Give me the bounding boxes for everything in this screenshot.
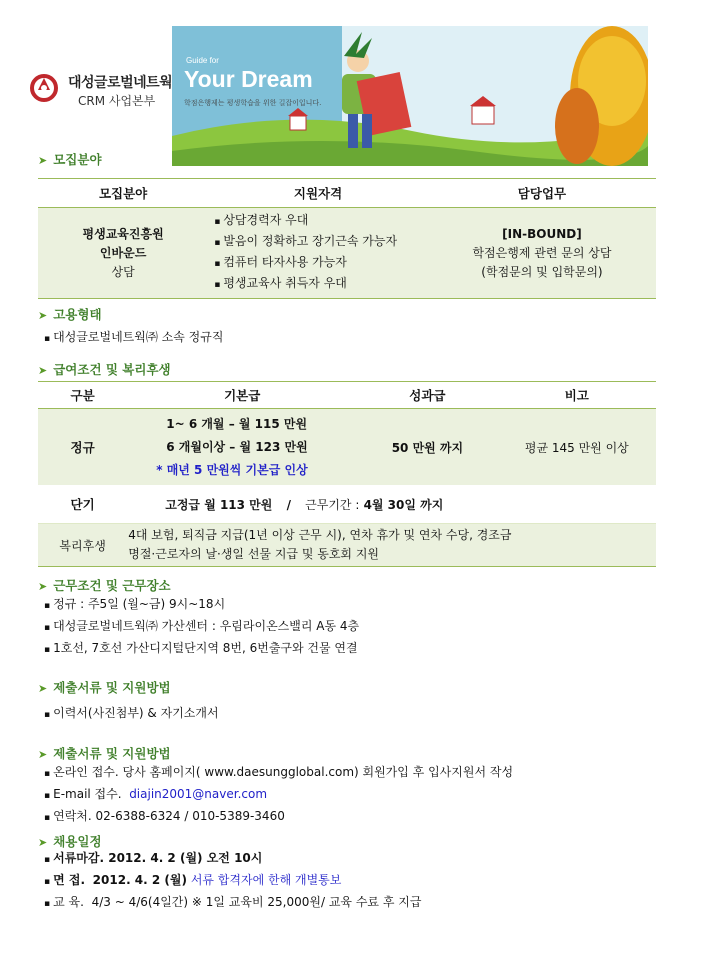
banner-tagline: 학점은행제는 평생학습을 위한 길잡이입니다. <box>184 99 322 107</box>
logo-name: 대성글로벌네트웍 <box>68 75 173 91</box>
salary-table <box>38 381 656 567</box>
table-header: 모집분야 <box>38 179 208 208</box>
banner-title: Your Dream <box>184 66 313 92</box>
list-item: ▪ 면 접. 2012. 4. 2 (월) 서류 합격자에 한해 개별통보 <box>44 873 342 887</box>
section-schedule-heading: ➤ 채용일정 <box>38 834 102 849</box>
salary-regular-bonus: 50 만원 까지 <box>357 409 497 486</box>
welfare-detail: 4대 보험, 퇴직금 지급(1년 이상 근무 시), 연차 휴가 및 연차 수당, 경조금 명절·근로자의 날·생일 선물 지급 및 동호회 지원 <box>127 524 656 567</box>
list-item: ▪ 온라인 접수. 당사 홈페이지( www.daesungglobal.com) 회원가입 후 입사지원서 작성 <box>44 765 514 779</box>
salary-short-label: 단기 <box>38 485 127 524</box>
list-item: ▪ 교 육. 4/3 ~ 4/6(4일간) ※ 1일 교육비 25,000원/ 교육 수료 후 지급 <box>44 895 422 909</box>
list-item: ▪ 평생교육사 취득자 우대 <box>214 276 347 290</box>
list-item: ▪ 연락처. 02-6388-6324 / 010-5389-3460 <box>44 809 285 823</box>
apply-list <box>44 762 513 828</box>
table-row <box>38 208 656 299</box>
documents-line: ▪ 이력서(사진첨부) & 자기소개서 <box>44 706 219 720</box>
salary-short-detail: 고정급 월 113 만원 / 근무기간 : 4월 30일 까지 <box>127 485 656 524</box>
chevron-right-icon: ➤ <box>38 154 48 167</box>
table-header: 비고 <box>498 382 656 409</box>
recruit-duty-cell: [IN-BOUND] 학점은행제 관련 문의 상담 (학점문의 및 입학문의) <box>428 208 656 299</box>
email-link[interactable]: diajin2001@naver.com <box>129 787 268 801</box>
list-item: ▪ 대성글로벌네트웍㈜ 가산센터 : 우림라이온스밸리 A동 4층 <box>44 619 360 633</box>
table-header: 구분 <box>38 382 127 409</box>
company-logo <box>30 70 173 110</box>
section-recruit-heading: ➤ 모집분야 <box>38 152 102 167</box>
table-row <box>38 409 656 486</box>
chevron-right-icon: ➤ <box>38 836 48 849</box>
recruit-field-cell: 평생교육진흥원 인바운드 상담 <box>38 208 208 299</box>
section-apply-heading: ➤ 제출서류 및 지원방법 <box>38 746 171 761</box>
list-item: ▪ 1호선, 7호선 가산디지털단지역 8번, 6번출구와 건물 연결 <box>44 641 358 655</box>
schedule-list <box>44 848 421 914</box>
table-header-row <box>38 179 656 208</box>
chevron-right-icon: ➤ <box>38 309 48 322</box>
table-row <box>38 485 656 524</box>
logo-subtitle: CRM 사업본부 <box>78 94 156 108</box>
chevron-right-icon: ➤ <box>38 364 48 377</box>
table-header-row <box>38 382 656 409</box>
workplace-list <box>44 594 359 660</box>
banner-illustration <box>172 26 648 166</box>
list-item: ▪ 상담경력자 우대 <box>214 213 309 227</box>
salary-regular-remark: 평균 145 만원 이상 <box>498 409 656 486</box>
employment-line: ▪ 대성글로벌네트웍㈜ 소속 정규직 <box>44 330 224 344</box>
section-documents-heading: ➤ 제출서류 및 지원방법 <box>38 680 171 695</box>
salary-regular-base: 1~ 6 개월 – 월 115 만원 6 개월이상 – 월 123 만원 * 매년 5 만원씩 기본급 인상 <box>127 409 357 486</box>
table-header: 지원자격 <box>208 179 428 208</box>
section-salary-heading: ➤ 급여조건 및 복리후생 <box>38 362 171 377</box>
table-header: 기본급 <box>127 382 357 409</box>
section-employment-heading: ➤ 고용형태 <box>38 307 102 322</box>
welfare-label: 복리후생 <box>38 524 127 567</box>
chevron-right-icon: ➤ <box>38 748 48 761</box>
list-item: ▪ 컴퓨터 타자사용 가능자 <box>214 255 347 269</box>
recruit-qualification-cell <box>208 208 428 299</box>
list-item: ▪ 정규 : 주5일 (월~금) 9시~18시 <box>44 597 226 611</box>
interview-note: 서류 합격자에 한해 개별통보 <box>190 873 342 887</box>
section-workplace-heading: ➤ 근무조건 및 근무장소 <box>38 578 171 593</box>
list-item: ▪ 서류마감. 2012. 4. 2 (월) 오전 10시 <box>44 851 263 865</box>
logo-icon <box>30 74 58 102</box>
banner-guide-text: Guide for <box>186 56 219 65</box>
chevron-right-icon: ➤ <box>38 682 48 695</box>
list-item: ▪ E-mail 접수. diajin2001@naver.com <box>44 787 268 801</box>
salary-raise-note: * 매년 5 만원씩 기본급 인상 <box>156 462 308 477</box>
table-row <box>38 524 656 567</box>
banner-image <box>172 26 648 166</box>
table-header: 담당업무 <box>428 179 656 208</box>
salary-regular-label: 정규 <box>38 409 127 486</box>
chevron-right-icon: ➤ <box>38 580 48 593</box>
list-item: ▪ 발음이 정확하고 장기근속 가능자 <box>214 234 398 248</box>
table-header: 성과급 <box>357 382 497 409</box>
recruit-table <box>38 178 656 299</box>
